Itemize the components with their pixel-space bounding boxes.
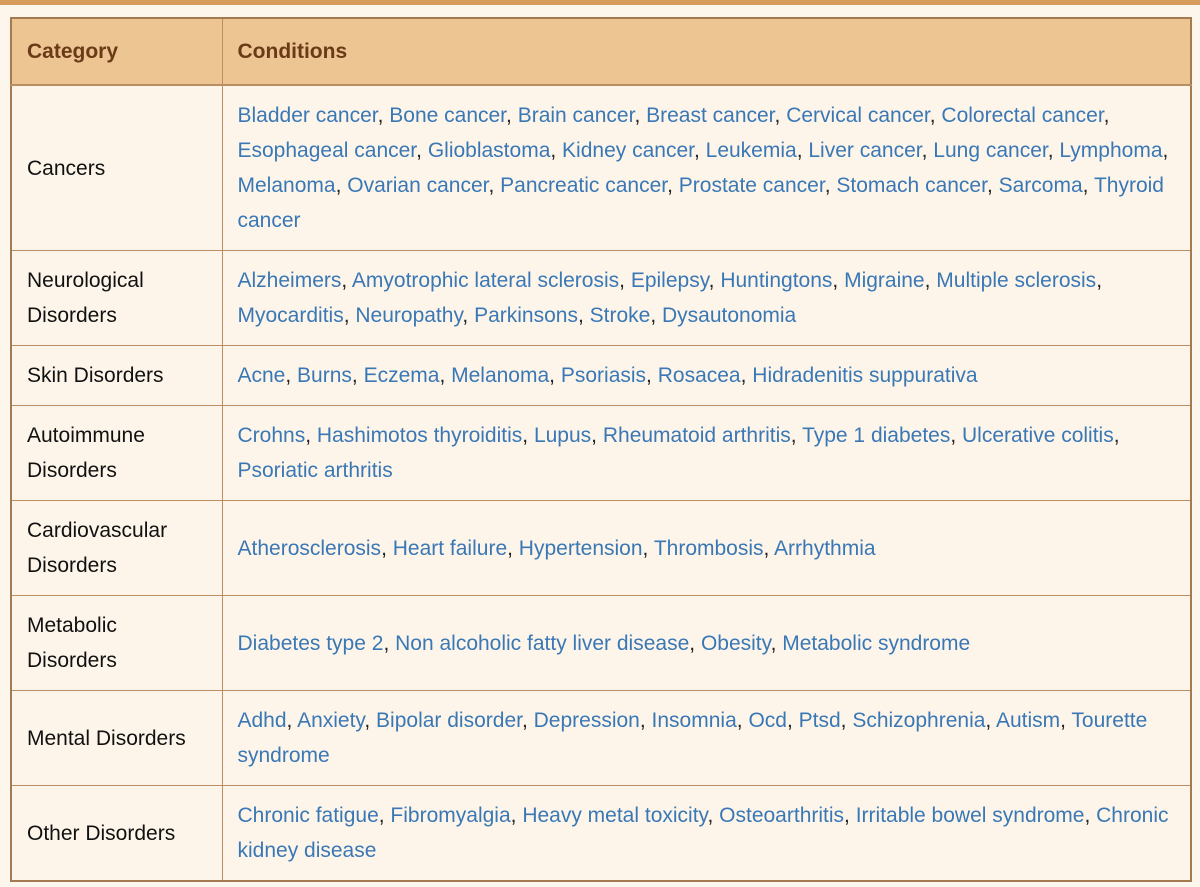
table-header-row <box>11 18 1191 85</box>
condition-link[interactable]: Melanoma <box>451 364 550 387</box>
header-category: Category <box>11 18 222 85</box>
table-row <box>11 85 1191 251</box>
condition-link[interactable]: Sarcoma <box>998 174 1083 197</box>
condition-link[interactable]: Lung cancer <box>933 139 1048 162</box>
condition-link[interactable]: Rosacea <box>657 364 741 387</box>
condition-link[interactable]: Psoriasis <box>560 364 647 387</box>
condition-link[interactable]: Adhd <box>237 709 287 732</box>
condition-link[interactable]: Type 1 diabetes <box>802 424 951 447</box>
conditions-cell: Diabetes type 2, Non alcoholic fatty liver disease, Obesity, Metabolic syndrome <box>222 596 1191 691</box>
condition-link[interactable]: Depression <box>533 709 640 732</box>
condition-link[interactable]: Dysautonomia <box>662 304 797 327</box>
conditions-cell: Bladder cancer, Bone cancer, Brain cancer, Breast cancer, Cervical cancer, Colorectal cancer, Esophageal cancer, Glioblastoma, Kidney cancer, Leukemia, Liver cancer, Lung cancer, Lymphoma, Melanoma, Ovarian cancer, Pancreatic cancer, Prostate cancer, Stomach cancer, Sarcoma, Thyroid cancer <box>222 85 1191 251</box>
condition-link[interactable]: Bipolar disorder <box>376 709 522 732</box>
condition-link[interactable]: Stroke <box>589 304 651 327</box>
category-cell: Other Disorders <box>11 786 222 882</box>
condition-link[interactable]: Glioblastoma <box>427 139 551 162</box>
table-row <box>11 786 1191 882</box>
condition-link[interactable]: Burns <box>297 364 352 387</box>
condition-link[interactable]: Melanoma <box>237 174 336 197</box>
condition-link[interactable]: Migraine <box>844 269 925 292</box>
condition-link[interactable]: Prostate cancer <box>678 174 825 197</box>
condition-link[interactable]: Ocd <box>748 709 787 732</box>
category-cell: Autoimmune Disorders <box>11 406 222 501</box>
condition-link[interactable]: Pancreatic cancer <box>500 174 668 197</box>
condition-link[interactable]: Heart failure <box>392 536 508 560</box>
table-row <box>11 251 1191 346</box>
table-row <box>11 406 1191 501</box>
condition-link[interactable]: Thyroid cancer <box>237 174 1164 232</box>
condition-link[interactable]: Psoriatic arthritis <box>237 459 393 482</box>
condition-link[interactable]: Ptsd <box>798 709 841 732</box>
table-row <box>11 596 1191 691</box>
condition-link[interactable]: Anxiety <box>297 709 365 732</box>
condition-link[interactable]: Non alcoholic fatty liver disease <box>395 631 690 655</box>
condition-link[interactable]: Brain cancer <box>517 104 635 127</box>
condition-link[interactable]: Chronic kidney disease <box>237 804 1169 862</box>
condition-link[interactable]: Parkinsons <box>474 304 578 327</box>
table-body <box>11 85 1191 881</box>
category-cell: Cancers <box>11 85 222 251</box>
condition-link[interactable]: Multiple sclerosis <box>936 269 1097 292</box>
condition-link[interactable]: Eczema <box>363 364 440 387</box>
condition-link[interactable]: Breast cancer <box>646 104 775 127</box>
condition-link[interactable]: Hidradenitis suppurativa <box>752 364 978 387</box>
condition-link[interactable]: Liver cancer <box>808 139 922 162</box>
condition-link[interactable]: Alzheimers <box>237 269 342 292</box>
condition-link[interactable]: Diabetes type 2 <box>237 631 384 655</box>
conditions-table-container <box>10 17 1190 882</box>
conditions-cell: Crohns, Hashimotos thyroiditis, Lupus, Rheumatoid arthritis, Type 1 diabetes, Ulcerative colitis, Psoriatic arthritis <box>222 406 1191 501</box>
condition-link[interactable]: Esophageal cancer <box>237 139 417 162</box>
conditions-cell: Acne, Burns, Eczema, Melanoma, Psoriasis, Rosacea, Hidradenitis suppurativa <box>222 346 1191 406</box>
table-row <box>11 691 1191 786</box>
condition-link[interactable]: Heavy metal toxicity <box>522 804 708 827</box>
condition-link[interactable]: Hashimotos thyroiditis <box>316 424 523 447</box>
condition-link[interactable]: Irritable bowel syndrome <box>855 804 1085 827</box>
category-cell: Cardiovascular Disorders <box>11 501 222 596</box>
condition-link[interactable]: Kidney cancer <box>562 139 694 162</box>
table-row <box>11 346 1191 406</box>
condition-link[interactable]: Lupus <box>533 424 592 447</box>
condition-link[interactable]: Acne <box>237 364 286 387</box>
condition-link[interactable]: Ulcerative colitis <box>962 424 1114 447</box>
condition-link[interactable]: Autism <box>995 709 1061 732</box>
condition-link[interactable]: Chronic fatigue <box>237 804 379 827</box>
conditions-cell: Alzheimers, Amyotrophic lateral sclerosis, Epilepsy, Huntingtons, Migraine, Multiple sclerosis, Myocarditis, Neuropathy, Parkinsons, Stroke, Dysautonomia <box>222 251 1191 346</box>
condition-link[interactable]: Bladder cancer <box>237 104 378 127</box>
table-row <box>11 501 1191 596</box>
condition-link[interactable]: Insomnia <box>651 709 737 732</box>
condition-link[interactable]: Cervical cancer <box>786 104 930 127</box>
condition-link[interactable]: Schizophrenia <box>852 709 986 732</box>
category-cell: Skin Disorders <box>11 346 222 406</box>
conditions-cell: Adhd, Anxiety, Bipolar disorder, Depression, Insomnia, Ocd, Ptsd, Schizophrenia, Autism, Tourette syndrome <box>222 691 1191 786</box>
header-conditions: Conditions <box>222 18 1191 85</box>
condition-link[interactable]: Metabolic syndrome <box>782 631 971 655</box>
condition-link[interactable]: Osteoarthritis <box>719 804 845 827</box>
condition-link[interactable]: Stomach cancer <box>836 174 987 197</box>
condition-link[interactable]: Huntingtons <box>720 269 833 292</box>
category-cell: Mental Disorders <box>11 691 222 786</box>
condition-link[interactable]: Amyotrophic lateral sclerosis <box>351 269 620 292</box>
condition-link[interactable]: Bone cancer <box>389 104 507 127</box>
condition-link[interactable]: Neuropathy <box>355 304 463 327</box>
category-cell: Metabolic Disorders <box>11 596 222 691</box>
condition-link[interactable]: Atherosclerosis <box>237 536 382 560</box>
condition-link[interactable]: Leukemia <box>705 139 797 162</box>
conditions-cell: Atherosclerosis, Heart failure, Hypertension, Thrombosis, Arrhythmia <box>222 501 1191 596</box>
condition-link[interactable]: Ovarian cancer <box>347 174 489 197</box>
condition-link[interactable]: Epilepsy <box>630 269 709 292</box>
condition-link[interactable]: Thrombosis <box>653 536 764 560</box>
top-accent-bar <box>0 0 1200 5</box>
conditions-table <box>10 17 1192 882</box>
condition-link[interactable]: Colorectal cancer <box>941 104 1104 127</box>
condition-link[interactable]: Arrhythmia <box>774 536 876 560</box>
condition-link[interactable]: Rheumatoid arthritis <box>602 424 791 447</box>
conditions-cell: Chronic fatigue, Fibromyalgia, Heavy metal toxicity, Osteoarthritis, Irritable bowel syndrome, Chronic kidney disease <box>222 786 1191 882</box>
condition-link[interactable]: Myocarditis <box>237 304 344 327</box>
condition-link[interactable]: Fibromyalgia <box>390 804 511 827</box>
condition-link[interactable]: Hypertension <box>518 536 643 560</box>
condition-link[interactable]: Lymphoma <box>1059 139 1163 162</box>
condition-link[interactable]: Obesity <box>700 631 771 655</box>
category-cell: Neurological Disorders <box>11 251 222 346</box>
condition-link[interactable]: Crohns <box>237 424 306 447</box>
condition-link[interactable]: Tourette syndrome <box>237 709 1148 767</box>
